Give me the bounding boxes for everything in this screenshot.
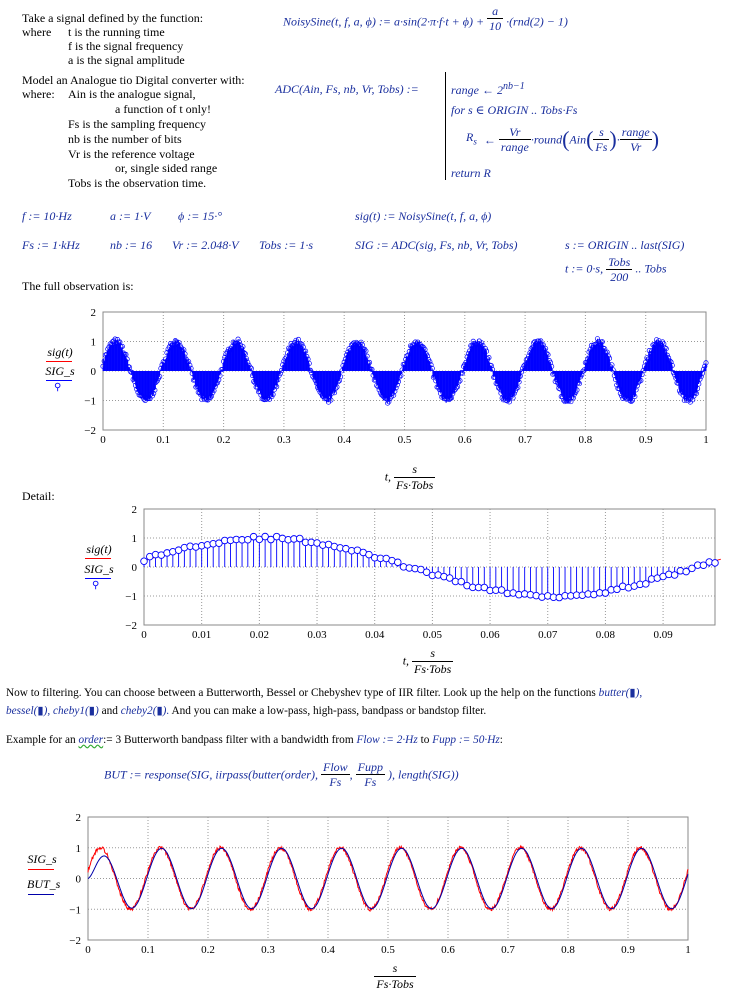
chart3-xtick-label: 0.6 (441, 944, 455, 956)
chart1-ylabel-SIG: SIG_s (45, 364, 75, 378)
range-assign: range ← 2 (451, 83, 503, 97)
r-assign-line[interactable]: $R_s$ ← $\frac{Vr}{\text{range}}$ ·round(Ain( $\frac{s}{Fs}$ )· $\frac{\text{range}}{Vr}$ ) (466, 125, 660, 154)
noisysine-frac-num: a (487, 4, 503, 19)
fupp-assignment[interactable]: Fupp := 50·Hz (432, 734, 500, 746)
chart2-xlabel-den: Fs·Tobs (414, 662, 452, 676)
chart3-xtick-label: 0.8 (561, 944, 575, 956)
but-definition[interactable] (104, 760, 459, 789)
chart1-ytick-label: 0 (90, 366, 96, 378)
chart2-point (712, 560, 719, 567)
intro-line: Take a signal defined by the function: (22, 11, 204, 25)
for-loop-line[interactable]: for s ∈ ORIGIN .. Tobs·Fs (451, 103, 578, 117)
chart2-xtick-label: 0.02 (249, 629, 269, 641)
ain-fn: Ain (569, 132, 587, 147)
chart3-ytick-label: 0 (75, 873, 81, 886)
s-num: s (593, 125, 609, 140)
chart3-legend-red-line (28, 869, 54, 870)
cheby1-fn-link[interactable]: cheby1(▮) (53, 705, 99, 717)
t-range-start: t := 0·s, (565, 261, 604, 276)
chart1-xtick-label: 0.7 (518, 434, 532, 446)
chart2-legend-marker-icon: ⚲ (92, 580, 100, 591)
but-rhs: ), length(SIG)) (388, 767, 459, 782)
assign-arrow: ← (483, 132, 496, 147)
filter-kinds-text: And you can make a low-pass, high-pass, bandpass or bandstop filter. (171, 705, 487, 717)
chart1-xtick-label: 0.1 (156, 434, 171, 446)
full-observation-label: The full observation is: (22, 279, 134, 293)
chart1-xlabel-t: t, (384, 469, 392, 484)
chart2-point (642, 581, 649, 588)
chart2-ytick-label: −2 (125, 620, 137, 632)
chart3-xtick-label: 1 (685, 944, 691, 956)
chart3-xlabel-den: Fs·Tobs (376, 977, 414, 991)
chart1-xtick-label: 0.3 (277, 434, 291, 446)
to-text: to (420, 734, 430, 746)
chart1-ytick-label: 2 (90, 307, 96, 319)
a-description: a is the signal amplitude (68, 53, 185, 67)
filtering-paragraph-line2 (6, 704, 486, 718)
adc-definition-lhs[interactable]: ADC(Ain, Fs, nb, Vr, Tobs) := (275, 82, 419, 96)
fs-description: Fs is the sampling frequency (68, 117, 206, 131)
chart2-xtick-label: 0.06 (480, 629, 500, 641)
chart2-ytick-label: −1 (125, 591, 137, 603)
order-variable[interactable]: order (78, 734, 104, 746)
chart3-ytick-label: −1 (69, 904, 81, 917)
flow-den: Fs (329, 775, 342, 789)
but-comma: , (349, 767, 353, 782)
adc-intro-line: Model an Analogue tio Digital converter with: (22, 73, 245, 87)
chart3-ytick-label: 2 (75, 812, 81, 824)
chart1-xtick-label: 0.8 (578, 434, 593, 446)
r-subscript: s (473, 136, 477, 147)
chart2-ytick-label: 0 (131, 562, 137, 574)
fs-den: Fs (595, 140, 608, 154)
t-step-num: Tobs (608, 255, 631, 269)
nb-assignment[interactable]: nb := 16 (110, 238, 153, 252)
chart1-xtick-label: 0.4 (337, 434, 352, 446)
chart2-xtick-label: 0.04 (365, 629, 385, 641)
chart2-xtick-label: 0.01 (192, 629, 212, 641)
chart3-ytick-label: −2 (69, 935, 81, 947)
chart2-xtick-label: 0.03 (307, 629, 327, 641)
flow-assignment[interactable]: Flow := 2·Hz (356, 734, 418, 746)
example-text: Example for an (6, 734, 76, 746)
chart1-xtick-label: 1 (703, 434, 709, 446)
chart3-xtick-label: 0.5 (381, 944, 395, 956)
colon-text: : (499, 734, 503, 746)
vr-num: Vr (499, 125, 531, 140)
flow-num: Flow (322, 760, 348, 774)
return-line[interactable]: return R (451, 166, 491, 180)
butterworth-chart[interactable] (0, 808, 739, 958)
range-den: range (500, 140, 529, 154)
chart1-xlabel-den: Fs·Tobs (396, 478, 434, 492)
chart1-xlabel (360, 462, 460, 493)
noisysine-lhs: NoisySine(t, f, a, ϕ) := (283, 14, 391, 29)
vr-description-2: or, single sided range (115, 161, 218, 175)
chart2-ytick-label: 1 (131, 533, 137, 545)
chart1-xtick-label: 0.9 (638, 434, 653, 446)
example-line (6, 733, 503, 747)
chart3-xtick-label: 0.4 (321, 944, 335, 956)
chart1-ytick-label: −2 (84, 425, 96, 437)
detail-label: Detail: (22, 489, 55, 503)
t-range-end: .. Tobs (635, 261, 667, 276)
chart2-point (458, 578, 465, 585)
tobs-description: Tobs is the observation time. (68, 176, 207, 190)
phi-assignment[interactable]: ϕ := 15·° (178, 209, 223, 223)
vr-assignment[interactable]: Vr := 2.048·V (172, 238, 239, 252)
f-assignment[interactable]: f := 10·Hz (22, 209, 72, 223)
chart2-xtick-label: 0.07 (538, 629, 558, 641)
chart2-xtick-label: 0 (141, 629, 147, 641)
chart2-xtick-label: 0.09 (653, 629, 673, 641)
s-range-definition[interactable]: s := ORIGIN .. last(SIG) (565, 238, 685, 252)
fupp-den: Fs (364, 775, 377, 789)
range-exponent: nb−1 (503, 81, 525, 92)
noisysine-noise-term: ·(rnd(2) − 1) (506, 14, 568, 29)
nb-description: nb is the number of bits (68, 132, 182, 146)
chart3-xtick-label: 0 (85, 944, 91, 956)
chart2-xtick-label: 0.08 (595, 629, 616, 641)
where-label: where (22, 25, 52, 39)
cheby2-fn-link[interactable]: cheby2(▮). (120, 705, 170, 717)
filtering-paragraph-line1 (6, 686, 642, 700)
chart2-ylabel-sig: sig(t) (86, 542, 112, 556)
bessel-fn-link[interactable]: bessel(▮), (6, 705, 51, 717)
chart1-legend-blue-line (46, 380, 72, 381)
r-variable: R (466, 130, 474, 145)
fs-assignment[interactable]: Fs := 1·kHz (22, 238, 80, 252)
tobs-assignment[interactable]: Tobs := 1·s (259, 238, 314, 252)
t-step-den: 200 (610, 270, 629, 284)
noisysine-definition[interactable] (283, 4, 568, 33)
chart1-xlabel-num: s (394, 462, 435, 478)
chart2-point (296, 535, 303, 542)
t-description: t is the running time (68, 25, 165, 39)
bandpass-text: := 3 Butterworth bandpass filter with a bandwidth from (103, 734, 354, 746)
chart2-point (394, 559, 401, 566)
chart2-legend-red-line (85, 558, 111, 559)
chart2-point (671, 572, 678, 579)
chart2-xlabel-num: s (412, 646, 453, 662)
chart3-ylabel-SIG: SIG_s (27, 852, 57, 866)
chart3-xtick-label: 0.3 (261, 944, 275, 956)
f-description: f is the signal frequency (68, 39, 184, 53)
noisysine-frac-den: 10 (489, 19, 502, 33)
chart3-ytick-label: 1 (75, 842, 81, 855)
chart2-legend-blue-line (85, 578, 111, 579)
range-num: range (621, 125, 650, 139)
chart2-xlabel (378, 646, 478, 677)
chart1-xtick-label: 0.2 (216, 434, 231, 446)
chart2-xtick-label: 0.05 (422, 629, 443, 641)
vr-den: Vr (630, 140, 642, 154)
round-fn: ·round (530, 132, 563, 147)
chart1-ytick-label: 1 (90, 336, 96, 349)
chart3-xtick-label: 0.9 (621, 944, 635, 956)
chart3-xlabel-num: s (374, 961, 415, 977)
adc-where-label: where: (22, 87, 55, 101)
chart3-xlabel (345, 961, 445, 992)
chart1-xtick-label: 0.5 (397, 434, 412, 446)
ain-description: Ain is the analogue signal, (68, 87, 196, 101)
filtering-intro-text: Now to filtering. You can choose between a Butterworth, Bessel or Chebyshev type of IIR filter. Look up the help on the functions (6, 687, 596, 699)
but-lhs: BUT := response(SIG, iirpass(butter(order), (104, 767, 318, 782)
chart1-xtick-label: 0 (100, 434, 106, 446)
chart3-xtick-label: 0.1 (141, 944, 155, 956)
ain-description-2: a function of t only! (115, 102, 211, 116)
chart3-ylabel-BUT: BUT_s (27, 877, 61, 891)
range-line[interactable] (451, 80, 525, 97)
chart1-xtick-label: 0.6 (457, 434, 472, 446)
chart3-xtick-label: 0.7 (501, 944, 515, 956)
chart1-legend-marker-icon: ⚲ (54, 382, 62, 393)
fupp-num: Fupp (357, 760, 383, 774)
chart2-point (141, 558, 148, 565)
vr-description: Vr is the reference voltage (68, 147, 195, 161)
t-range-definition[interactable] (565, 255, 667, 284)
a-assignment[interactable]: a := 1·V (110, 209, 151, 223)
chart1-legend-red-line (46, 361, 72, 362)
chart3-legend-blue-line (28, 894, 54, 895)
program-bracket (445, 72, 446, 180)
chart2-xlabel-t: t, (402, 653, 410, 668)
butter-fn-link[interactable]: butter(▮), (598, 687, 643, 699)
noisysine-rhs: a·sin(2·π·f·t + ϕ) + (393, 14, 485, 29)
chart2-ytick-label: 2 (131, 504, 137, 516)
chart1-ytick-label: −1 (84, 395, 96, 408)
and-text: and (101, 705, 118, 717)
chart2-ylabel-SIG: SIG_s (84, 562, 114, 576)
sig-definition[interactable]: sig(t) := NoisySine(t, f, a, ϕ) (355, 209, 492, 223)
chart3-xtick-label: 0.2 (201, 944, 215, 956)
SIG-definition[interactable]: SIG := ADC(sig, Fs, nb, Vr, Tobs) (355, 238, 518, 252)
chart1-ylabel-sig: sig(t) (47, 345, 73, 359)
